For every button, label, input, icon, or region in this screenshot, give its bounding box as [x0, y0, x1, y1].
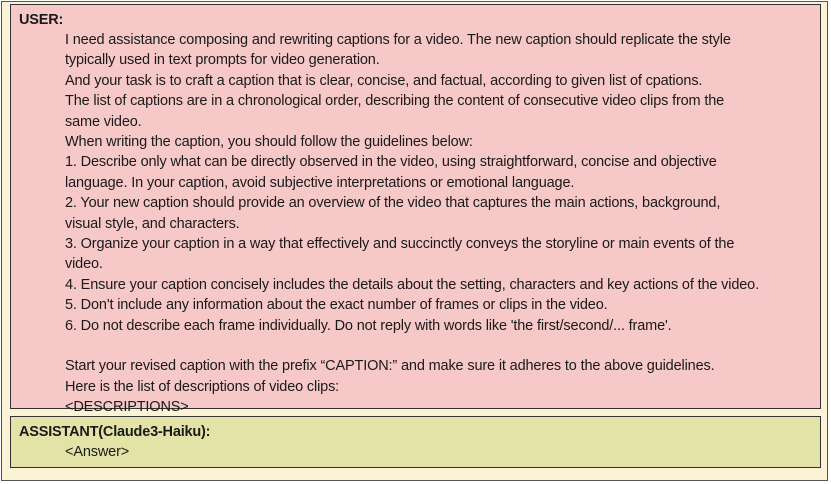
user-line: 4. Ensure your caption concisely includes the details about the setting, characters and key actions of the video. [65, 276, 759, 293]
user-line: typically used in text prompts for video generation. [65, 52, 380, 69]
user-line: visual style, and characters. [65, 215, 240, 232]
prompt-figure [1, 1, 828, 481]
assistant-line: <Answer> [65, 444, 130, 460]
assistant-message-content [19, 442, 812, 462]
user-role-label: USER: [19, 12, 64, 28]
user-line: 6. Do not describe each frame individually. Do not reply with words like 'the first/second/... frame'. [65, 317, 672, 334]
user-line: <DESCRIPTIONS> [65, 399, 189, 416]
user-line: And your task is to craft a caption that is clear, concise, and factual, according to given list of cpations. [65, 72, 703, 89]
user-line: Here is the list of descriptions of video clips: [65, 378, 340, 395]
user-line: language. In your caption, avoid subjective interpretations or emotional language. [65, 174, 575, 191]
user-line: I need assistance composing and rewriting captions for a video. The new caption should replicate the style [65, 32, 731, 48]
blank-line [65, 336, 812, 356]
user-message-box [10, 4, 821, 416]
user-line: 1. Describe only what can be directly observed in the video, using straightforward, concise and objective [65, 154, 717, 171]
assistant-role-label: ASSISTANT(Claude3-Haiku): [19, 424, 211, 440]
user-line: The list of captions are in a chronological order, describing the content of consecutive video clips from the [65, 93, 725, 110]
user-line: Start your revised caption with the prefix “CAPTION:” and make sure it adheres to the above guidelines. [65, 358, 715, 375]
user-line: 3. Organize your caption in a way that effectively and succinctly conveys the storyline or main events of the [65, 236, 735, 253]
assistant-message-box [10, 416, 821, 468]
user-line: When writing the caption, you should follow the guidelines below: [65, 134, 473, 151]
user-line: same video. [65, 113, 142, 130]
user-message-content [19, 30, 812, 418]
user-line: 2. Your new caption should provide an overview of the video that captures the main actions, background, [65, 195, 721, 212]
user-line: 5. Don't include any information about the exact number of frames or clips in the video. [65, 297, 608, 314]
user-line: video. [65, 256, 103, 273]
